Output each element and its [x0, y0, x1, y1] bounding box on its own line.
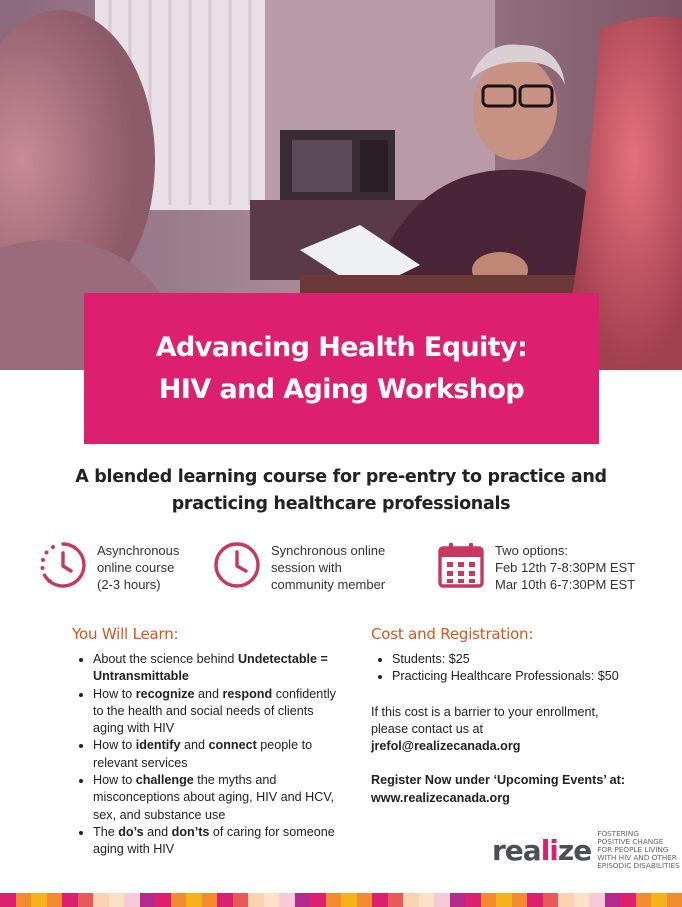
strip-segment	[357, 893, 373, 907]
strip-segment	[512, 893, 528, 907]
strip-segment	[16, 893, 32, 907]
strip-segment	[574, 893, 590, 907]
strip-segment	[620, 893, 636, 907]
strip-segment	[605, 893, 621, 907]
list-item: • Students: $25	[392, 651, 661, 668]
strip-segment	[651, 893, 667, 907]
strip-segment	[62, 893, 78, 907]
clock-dashed-icon	[38, 540, 88, 590]
strip-segment	[434, 893, 450, 907]
clock-icon	[212, 540, 262, 590]
format-item-sync	[212, 540, 385, 593]
strip-segment	[589, 893, 605, 907]
decorative-color-strip	[0, 893, 682, 907]
title-line-2: HIV and Aging Workshop	[158, 373, 525, 405]
strip-segment	[0, 893, 16, 907]
website-link[interactable]: www.realizecanada.org	[371, 790, 510, 805]
format-item-async	[38, 540, 179, 593]
format-dates-line-2: Feb 12th 7-8:30PM EST	[495, 560, 636, 575]
strip-segment	[372, 893, 388, 907]
strip-segment	[667, 893, 682, 907]
format-dates-line-3: Mar 10th 6-7:30PM EST	[495, 577, 636, 592]
list-item: • How to recognize and respond confidently to the health and social needs of clients aging with HIV	[93, 686, 344, 738]
strip-segment	[140, 893, 156, 907]
strip-segment	[279, 893, 295, 907]
strip-segment	[186, 893, 202, 907]
logo-wordmark: realize	[492, 833, 592, 867]
learn-section	[72, 625, 344, 859]
list-item: • About the science behind Undetectable = Untransmittable	[93, 651, 344, 686]
list-item: • How to identify and connect people to relevant services	[93, 737, 344, 772]
strip-segment	[233, 893, 249, 907]
strip-segment	[93, 893, 109, 907]
subtitle	[60, 464, 622, 518]
barrier-line-1: If this cost is a barrier to your enrollment,	[371, 704, 599, 719]
format-async-line-2: online course	[97, 560, 175, 575]
strip-segment	[496, 893, 512, 907]
strip-segment	[217, 893, 233, 907]
title-line-1: Advancing Health Equity:	[155, 331, 528, 363]
strip-segment	[341, 893, 357, 907]
strip-segment	[109, 893, 125, 907]
strip-segment	[527, 893, 543, 907]
strip-segment	[465, 893, 481, 907]
strip-segment	[388, 893, 404, 907]
barrier-line-2: please contact us at	[371, 721, 484, 736]
strip-segment	[171, 893, 187, 907]
strip-segment	[543, 893, 559, 907]
logo-tagline: FOSTERING POSITIVE CHANGE FOR PEOPLE LIVING WITH HIV AND OTHER EPISODIC DISABILITIES	[597, 829, 680, 870]
title-banner	[84, 293, 599, 444]
format-sync-line-2: session with	[271, 560, 342, 575]
strip-segment	[264, 893, 280, 907]
format-dates-line-1: Two options:	[495, 543, 568, 558]
cost-section	[371, 625, 661, 807]
strip-segment	[124, 893, 140, 907]
strip-segment	[450, 893, 466, 907]
learn-list	[72, 651, 344, 859]
learn-heading: You Will Learn:	[72, 625, 179, 643]
strip-segment	[47, 893, 63, 907]
strip-segment	[295, 893, 311, 907]
subtitle-line-2: practicing healthcare professionals	[171, 494, 511, 514]
cost-heading: Cost and Registration:	[371, 625, 534, 643]
strip-segment	[419, 893, 435, 907]
strip-segment	[636, 893, 652, 907]
cost-list	[371, 651, 661, 686]
calendar-icon	[436, 540, 486, 590]
strip-segment	[202, 893, 218, 907]
strip-segment	[558, 893, 574, 907]
strip-segment	[403, 893, 419, 907]
strip-segment	[248, 893, 264, 907]
format-async-line-3: (2-3 hours)	[97, 577, 161, 592]
register-line: Register Now under ‘Upcoming Events’ at:	[371, 773, 626, 788]
format-sync-line-1: Synchronous online	[271, 543, 386, 558]
format-sync-line-3: community member	[271, 577, 386, 592]
subtitle-line-1: A blended learning course for pre-entry to practice and	[75, 467, 607, 487]
list-item: • The do’s and don’ts of caring for someone aging with HIV	[93, 824, 344, 859]
realize-logo	[492, 830, 680, 870]
contact-email-link[interactable]: jrefol@realizecanada.org	[371, 739, 521, 754]
format-async-line-1: Asynchronous	[97, 543, 180, 558]
strip-segment	[31, 893, 47, 907]
strip-segment	[155, 893, 171, 907]
list-item: • Practicing Healthcare Professionals: $50	[392, 668, 661, 685]
list-item: • How to challenge the myths and misconceptions about aging, HIV and HCV, sex, and substance use	[93, 772, 344, 824]
strip-segment	[481, 893, 497, 907]
strip-segment	[310, 893, 326, 907]
format-item-dates	[436, 540, 635, 593]
strip-segment	[78, 893, 94, 907]
strip-segment	[326, 893, 342, 907]
